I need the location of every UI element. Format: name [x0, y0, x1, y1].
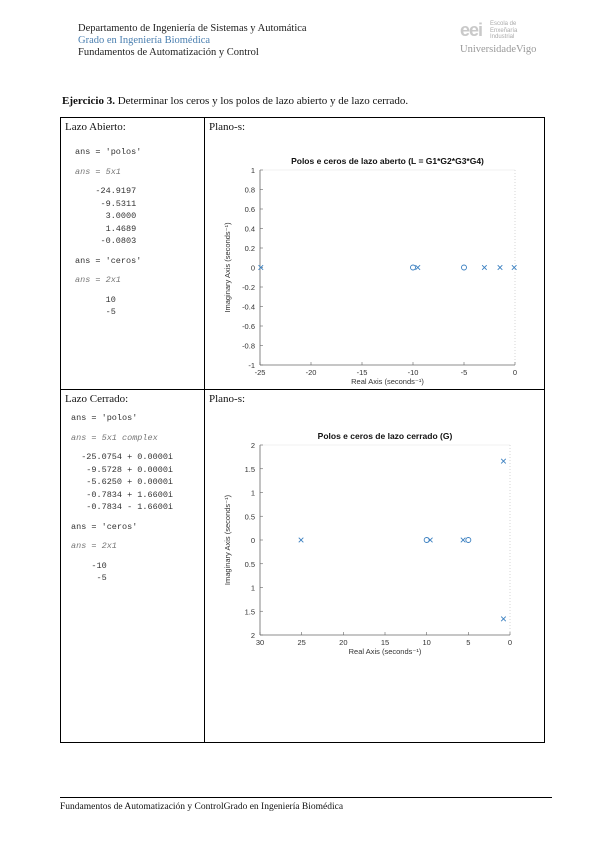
open-loop-title: Lazo Abierto: — [65, 121, 126, 133]
pole-marker — [498, 265, 503, 270]
exercise-label: Ejercicio 3. — [62, 95, 115, 107]
closed_loop-line: -10 — [71, 560, 107, 571]
y-tick-label: 0 — [250, 263, 255, 273]
x-tick-label: 0 — [512, 368, 518, 377]
closed_loop-line: ans = 'polos' — [71, 413, 138, 423]
logo-university-text: UniversidadeVigo — [460, 44, 537, 55]
open_loop-line: 1.4689 — [75, 223, 137, 234]
y-tick-label: 0.2 — [244, 244, 255, 253]
exercise-statement — [62, 95, 408, 107]
open_loop-line — [75, 267, 141, 274]
open_loop-line: ans = 'ceros' — [75, 255, 142, 266]
y-tick-label: -0.2 — [242, 283, 255, 292]
open_loop-line: -9.5311 — [75, 198, 137, 209]
closed_loop-line — [71, 444, 173, 451]
chart-title: Polos e ceros de lazo cerrado (G) — [317, 431, 453, 441]
x-tick-label: 20 — [339, 638, 348, 647]
open-loop-matlab-output — [75, 146, 141, 319]
y-tick-label: -0.6 — [242, 322, 255, 331]
footer-text: Fundamentos de Automatización y ControlGrado en Ingeniería Biomédica — [60, 802, 344, 812]
y-tick-label: 1 — [250, 166, 255, 175]
closed-loop-matlab-output — [71, 412, 173, 585]
closed_loop-line: -25.0754 + 0.0000i — [71, 452, 174, 462]
closed_loop-line — [71, 425, 173, 432]
pole-marker — [461, 538, 466, 543]
closed-loop-cell — [61, 390, 205, 743]
exercise-text: Determinar los ceros y los polos de lazo abierto y de lazo cerrado. — [114, 95, 409, 107]
closed-loop-plane-title: Plano-s: — [209, 393, 246, 405]
logo-school-text: Escola de Enxeñaría Industrial — [490, 21, 518, 40]
x-tick-label: -25 — [254, 368, 266, 377]
y-tick-label: 0.4 — [244, 224, 255, 234]
closed-loop-title: Lazo Cerrado: — [65, 393, 129, 405]
x-axis-label: Real Axis (seconds⁻¹) — [348, 647, 422, 656]
zero-marker — [411, 265, 416, 270]
closed_loop-line — [71, 514, 173, 521]
open_loop-line: ans = 2x1 — [75, 275, 121, 285]
y-tick-label: 0.5 — [244, 559, 255, 569]
closed-loop-plane-cell — [205, 390, 545, 743]
open_loop-line — [75, 248, 141, 255]
closed_loop-line: -5 — [71, 573, 107, 583]
pole-marker — [299, 538, 304, 543]
zero-marker — [424, 538, 429, 543]
open_loop-line: -5 — [75, 307, 116, 317]
zero-marker — [462, 265, 467, 270]
header-course: Fundamentos de Automatización y Control — [78, 47, 259, 58]
closed_loop-line: -9.5728 + 0.0000i — [71, 464, 174, 475]
x-tick-label: 25 — [297, 638, 306, 647]
eei-logo-icon: eei — [460, 20, 483, 40]
x-tick-label: 5 — [466, 638, 471, 647]
closed_loop-line: ans = 2x1 — [71, 541, 117, 551]
x-tick-label: 10 — [422, 638, 431, 647]
y-tick-label: -0.8 — [242, 341, 255, 351]
open-loop-cell — [61, 118, 205, 390]
open_loop-line — [75, 287, 141, 294]
y-tick-label: -0.4 — [242, 302, 255, 312]
y-tick-label: 1.5 — [244, 607, 255, 617]
pole-marker — [501, 617, 506, 622]
y-axis-label: Imaginary Axis (seconds⁻¹) — [223, 494, 232, 586]
open_loop-line: 10 — [75, 294, 116, 305]
x-tick-label: -5 — [460, 368, 468, 377]
y-tick-label: 1 — [250, 583, 255, 593]
university-logo — [460, 20, 537, 58]
open-loop-plane-title: Plano-s: — [209, 121, 246, 133]
open-loop-plane-cell — [205, 118, 545, 390]
exercise-table — [60, 117, 545, 743]
closed_loop-line: -0.7834 - 1.6600i — [71, 502, 174, 512]
y-axis-label: Imaginary Axis (seconds⁻¹) — [223, 222, 232, 313]
closed_loop-line: ans = 'ceros' — [71, 521, 138, 532]
header-degree: Grado en Ingeniería Biomédica — [78, 35, 211, 46]
x-tick-label: -20 — [305, 368, 317, 377]
closed_loop-line — [71, 533, 173, 540]
open_loop-line: -0.0803 — [75, 236, 137, 246]
y-tick-label: 1.5 — [244, 464, 255, 474]
closed_loop-line: -0.7834 + 1.6600i — [71, 489, 174, 500]
y-tick-label: 0.8 — [244, 185, 255, 195]
pole-marker — [501, 459, 506, 464]
open_loop-line — [75, 159, 141, 166]
zero-marker — [466, 538, 471, 543]
closed_loop-line: ans = 5x1 complex — [71, 432, 158, 443]
x-tick-label: 0 — [507, 638, 513, 647]
y-tick-label: 1 — [250, 488, 255, 498]
y-tick-label: 0.5 — [244, 512, 255, 522]
open_loop-line: ans = 'polos' — [75, 147, 142, 157]
open_loop-line: ans = 5x1 — [75, 166, 121, 177]
y-tick-label: 2 — [250, 631, 255, 640]
x-tick-label: 15 — [380, 638, 390, 647]
chart-title: Polos e ceros de lazo aberto (L = G1*G2*G3*G4) — [291, 156, 484, 166]
y-tick-label: 2 — [250, 441, 255, 450]
x-tick-label: -15 — [356, 368, 368, 377]
open-loop-pzmap — [205, 118, 544, 388]
x-tick-label: 30 — [255, 638, 265, 647]
x-tick-label: -10 — [407, 368, 419, 377]
y-tick-label: 0 — [250, 536, 255, 545]
footer-divider — [60, 797, 552, 798]
y-tick-label: -1 — [248, 361, 255, 370]
y-tick-label: 0.6 — [244, 205, 255, 214]
pole-marker — [512, 265, 517, 270]
pole-marker — [415, 265, 420, 270]
pole-marker — [482, 265, 487, 270]
x-axis-label: Real Axis (seconds⁻¹) — [351, 377, 424, 386]
closed_loop-line — [71, 553, 173, 560]
closed_loop-line: -5.6250 + 0.0000i — [71, 477, 174, 487]
open_loop-line: 3.0000 — [75, 211, 137, 221]
open_loop-line: -24.9197 — [75, 186, 137, 196]
header-department: Departamento de Ingeniería de Sistemas y Automática — [78, 23, 307, 34]
closed-loop-pzmap — [205, 390, 544, 742]
open_loop-line — [75, 178, 141, 185]
